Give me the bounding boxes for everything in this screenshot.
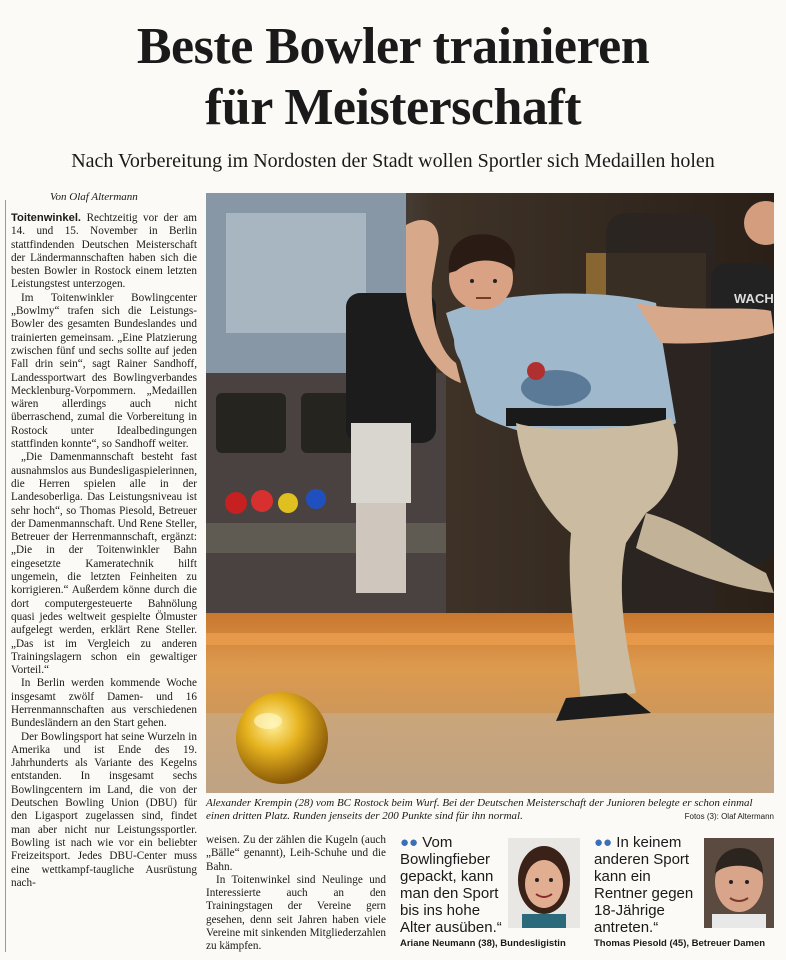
headline-line-2: für Meisterschaft (204, 79, 582, 136)
portrait-ariane-neumann (508, 838, 580, 928)
quote-attribution: Ariane Neumann (38), Bundesligistin (400, 938, 566, 949)
photo-credit: Fotos (3): Olaf Altermann (684, 812, 774, 821)
portrait-photo (704, 838, 774, 928)
quote-text (400, 834, 502, 936)
subheadline: Nach Vorbereitung im Nordosten der Stadt wollen Sportler sich Medaillen holen (71, 150, 715, 172)
quote-box-2 (594, 834, 780, 954)
paragraph: In Toitenwinkel sind Neulinge und Interessierte auch an den Trainingstagen der Vereine gern gesehen, denn seit Jahren haben viele Vereine mit sinkenden Mitgliederzahlen zu kämpfen. (206, 873, 386, 953)
byline: Von Olaf Altermann (50, 191, 138, 203)
dateline: Toitenwinkel. (11, 212, 82, 224)
quote-body: In keinem anderen Sport kann ein Rentner gegen 18-Jährige antreten.“ (594, 834, 694, 936)
bowler-photo-illustration (206, 193, 774, 793)
shirt-print: WACH (734, 291, 774, 306)
paragraph: weisen. Zu der zählen die Kugeln (auch „Bälle“ genannt), Leih-Schuhe und die Bahn. (206, 834, 386, 873)
caption-text: Alexander Krempin (28) vom BC Rostock beim Wurf. Bei der Deutschen Meisterschaft der Junioren belegte er schon einmal einen dritten Platz. Runden jenseits der 200 Punkte sind für ihn normal. (206, 797, 753, 822)
lead-paragraph (11, 212, 197, 292)
paragraph: „Die Damenmannschaft besteht fast ausnahmslos aus Bundesligaspielerinnen, die Herren spielen alle in der Landesoberliga. Das Leistungsniveau ist sehr hoch“, so Thomas Piesold, Betreuer der Damenmannschaft. Und Rene Steller, Betreuer der Herrenmannschaft, ergänzt: „Die in der Toitenwinkler Bahn eingesetzte Kameratechnik hilft ungemein, die letzten Feinheiten zu korrigieren.“ Außerdem könne durch die dort computergesteuerte Bahnölung quasi jedes weltweit gespielte Ölmuster aufgelegt werden, erklärt Rene Steller. „Das ist im Vergleich zu anderen Trainingslagern schon ein gewaltiger Vorteil.“ (11, 451, 197, 677)
quote-body: Vom Bowlingfieber gepackt, kann man den Sport bis ins hohe Alter ausüben.“ (400, 834, 502, 936)
photo-caption (206, 797, 774, 823)
quote-mark-icon: ●● (400, 834, 419, 851)
portrait-thomas-piesold (704, 838, 774, 928)
quote-text (594, 834, 702, 936)
bowling-photo (206, 193, 774, 793)
quote-mark-icon: ●● (594, 834, 613, 851)
paragraph: Im Toitenwinkler Bowlingcenter „Bowlmy“ trafen sich die Leistungs-Bowler des gesamten Bundeslandes und trainierten gemeinsam. „Eine Platzierung zwischen fünf und sechs sollte auf jeden Fall drin sein“, sagt Rainer Sandhoff, Landessportwart des Bowlingverbandes Mecklenburg-Vorpommern. „Medaillen wären allerdings auch nicht überraschend, zumal die Vorbereitung in Rostock unter Idealbedingungen stattfinden konnte“, so Sandhoff weiter. (11, 291, 197, 451)
portrait-photo (508, 838, 580, 928)
lead-text: Rechtzeitig vor der am 14. und 15. November in Berlin stattfindenden Deutschen Meisterschaft der Ländermannschaften haben sich die besten Bowler in Rostock einem letzten Leistungstest unterzogen. (11, 212, 197, 291)
article-column-2 (206, 834, 386, 954)
headline (0, 18, 786, 137)
paragraph: In Berlin werden kommende Woche insgesamt zwölf Damen- und 16 Herrenmannschaften aus verschiedenen Bundesländern an den Start gehen. (11, 677, 197, 730)
column-divider (5, 200, 6, 952)
quote-box-1 (400, 834, 580, 954)
article-column-1 (11, 212, 197, 890)
paragraph: Der Bowlingsport hat seine Wurzeln in Amerika und ist Ende des 19. Jahrhunderts als Variante des Kegelns entstanden. In insgesamt sechs Bowlingcentern im Land, die von der Deutschen Bowling Union (DBU) für den Ligasport zugelassen sind, findet man aber nicht nur Leistungssportler. Bowling ist nach wie vor ein beliebter Freizeitsport. Jedes DBU-Center muss eine wettkampf-taugliche Ausrüstung nach- (11, 730, 197, 889)
quote-attribution: Thomas Piesold (45), Betreuer Damen (594, 938, 766, 949)
headline-line-1: Beste Bowler trainieren (136, 18, 650, 75)
